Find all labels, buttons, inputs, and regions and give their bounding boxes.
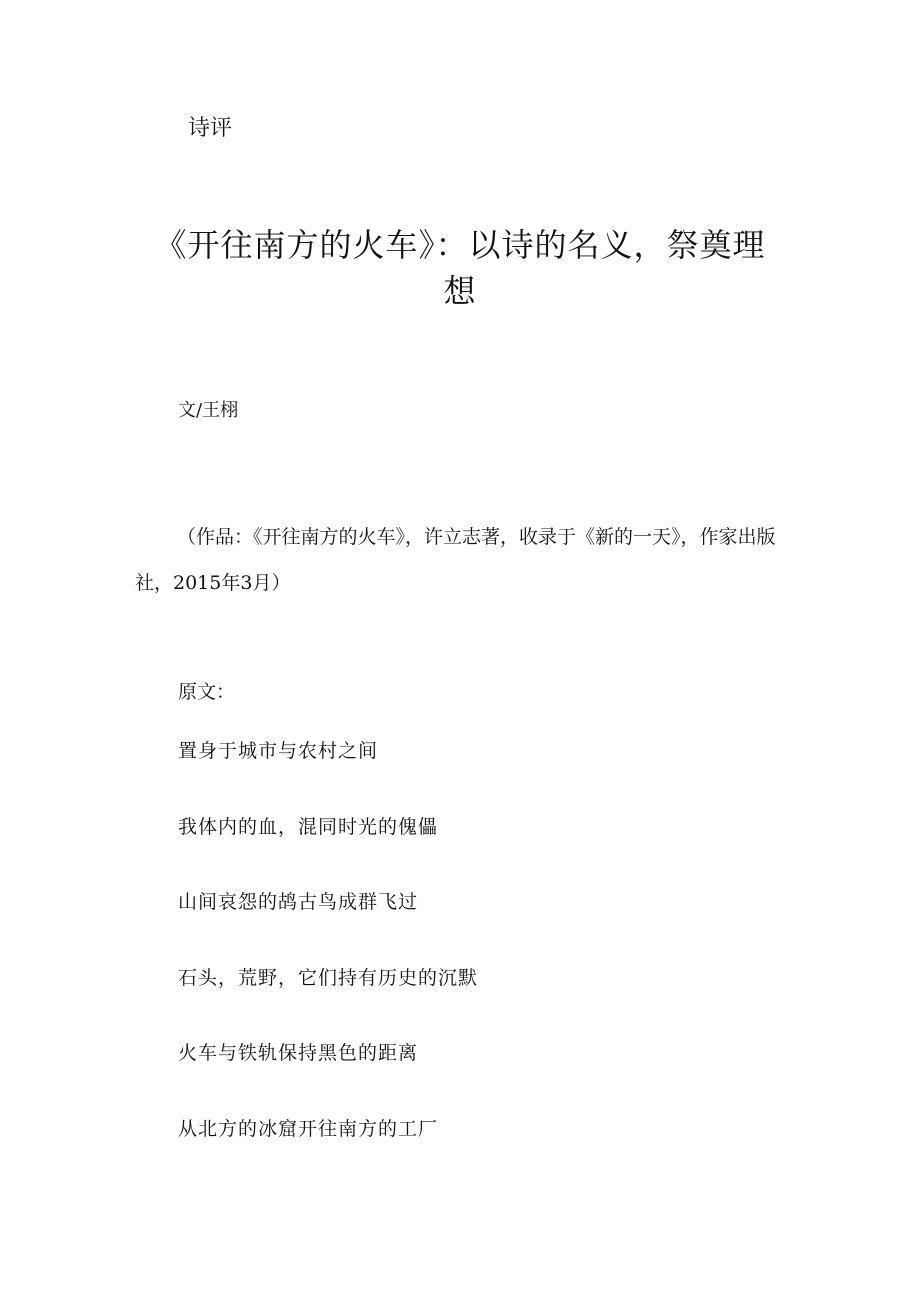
poem-line: 火车与铁轨保持黑色的距离 bbox=[178, 1042, 419, 1064]
category-label: 诗评 bbox=[188, 116, 233, 141]
author-byline: 文/王栩 bbox=[178, 400, 239, 421]
poem-line: 山间哀怨的鸪古鸟成群飞过 bbox=[178, 891, 419, 913]
work-info-paragraph: （作品：《开往南方的火车》，许立志著，收录于《新的一天》，作家出版社，2015年3月） bbox=[135, 526, 776, 594]
poem-lines bbox=[178, 738, 478, 1191]
original-text-label: 原文： bbox=[178, 681, 236, 703]
poem-line: 石头，荒野，它们持有历史的沉默 bbox=[178, 966, 479, 989]
poem-line: 我体内的血，混同时光的傀儡 bbox=[178, 815, 439, 838]
article-title: 《开往南方的火车》：以诗的名义，祭奠理想 bbox=[154, 226, 766, 310]
poem-line: 置身于城市与农村之间 bbox=[178, 740, 379, 762]
poem-line: 从北方的冰窟开往南方的工厂 bbox=[178, 1117, 439, 1140]
